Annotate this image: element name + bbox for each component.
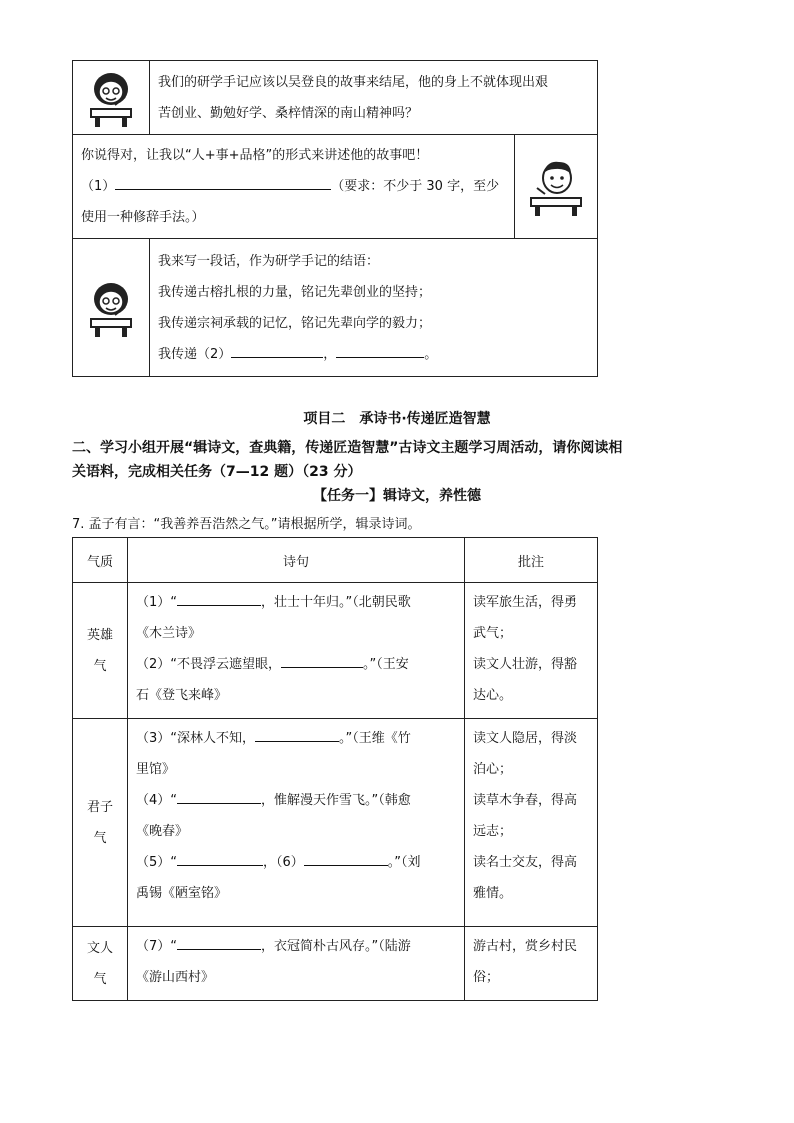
poem-text: （3）“深林人不知， — [136, 731, 256, 746]
text-line-with-blanks — [158, 339, 596, 370]
heading-line: 关语料，完成相关任务（7—12 题）（23 分） — [72, 464, 362, 480]
note-text: 达心。 — [473, 688, 513, 703]
text-line: 苦创业、勤勉好学、桑梓情深的南山精神吗？ — [158, 105, 419, 121]
poem-text: （5）“ — [136, 855, 178, 870]
table-header-row — [73, 538, 598, 583]
poem-line — [136, 785, 458, 816]
boy-avatar-icon — [525, 156, 587, 218]
poem-source: 《木兰诗》 — [136, 626, 202, 641]
note-text: 武气； — [473, 626, 513, 641]
comma: ， — [323, 346, 337, 362]
note-text: 读名士交友，得高 — [473, 855, 578, 870]
note-cell — [465, 927, 598, 1001]
dialog-table-row2 — [72, 134, 598, 239]
requirement-text: （要求：不少于 30 字，至少 — [331, 179, 500, 194]
dialog-row2-text — [73, 135, 515, 239]
answer-blank-p4[interactable] — [177, 789, 261, 804]
note-cell — [465, 583, 598, 719]
note-text: 读草木争春，得高 — [473, 793, 578, 808]
answer-blank-2b[interactable] — [336, 343, 424, 358]
answer-blank-1[interactable] — [115, 175, 331, 190]
dialog-row3-text — [150, 239, 598, 377]
blank-label: 我传递（2） — [158, 346, 232, 362]
note-text: 俗； — [473, 970, 500, 985]
quality-text: 英雄 — [86, 627, 113, 643]
answer-blank-p7[interactable] — [177, 935, 261, 950]
text-line: 你说得对，让我以“人+事+品格”的形式来讲述他的故事吧！ — [81, 148, 429, 163]
table-row — [73, 583, 598, 719]
poem-text: ，壮士十年归。”（北朝民歌 — [261, 595, 411, 610]
header-poem: 诗句 — [128, 538, 465, 583]
poem-text: 。”（王安 — [363, 657, 409, 672]
poem-source: 禹锡《陋室铭》 — [136, 886, 228, 901]
task-title: 【任务一】辑诗文，养性德 — [313, 488, 481, 504]
dialog-row1-text — [150, 61, 598, 135]
poem-line — [136, 587, 458, 618]
quality-cell — [73, 927, 128, 1001]
poem-source: 石《登飞来峰》 — [136, 688, 228, 703]
answer-blank-p1[interactable] — [177, 591, 261, 606]
poem-line — [136, 847, 458, 878]
poem-table — [72, 537, 598, 1001]
blank-label: （1） — [81, 179, 116, 194]
quality-text: 气 — [93, 830, 107, 846]
poem-cell — [128, 583, 465, 719]
quality-cell — [73, 583, 128, 719]
poem-source: 里馆》 — [136, 762, 176, 777]
poem-text: （2）“不畏浮云遮望眼， — [136, 657, 282, 672]
quality-text: 气 — [93, 971, 107, 987]
girl-avatar-icon — [81, 277, 141, 339]
poem-text: ，（6） — [263, 855, 304, 870]
quality-cell — [73, 719, 128, 927]
poem-text: （4）“ — [136, 793, 178, 808]
poem-text: ，衣冠简朴古风存。”（陆游 — [261, 939, 411, 954]
table-row — [73, 927, 598, 1001]
header-quality: 气质 — [73, 538, 128, 583]
poem-line — [136, 723, 458, 754]
poem-source: 《游山西村》 — [136, 970, 215, 985]
project-title: 项目二 承诗书·传递匠造智慧 — [303, 411, 491, 427]
text-line: 使用一种修辞手法。） — [81, 210, 205, 225]
quality-text: 气 — [93, 658, 107, 674]
poem-line — [136, 931, 458, 962]
heading-line: 二、学习小组开展“辑诗文，查典籍，传递匠造智慧”古诗文主题学习周活动，请你阅读相 — [72, 440, 623, 456]
answer-blank-2a[interactable] — [231, 343, 323, 358]
text-line-with-blank — [81, 171, 513, 202]
text-line: 我来写一段话，作为研学手记的结语： — [158, 253, 380, 269]
dialog-table — [72, 60, 598, 135]
answer-blank-p6[interactable] — [304, 851, 388, 866]
poem-text: ，惟解漫天作雪飞。”（韩愈 — [261, 793, 411, 808]
dialog-table-row3 — [72, 238, 598, 377]
text-line: 我传递古榕扎根的力量，铭记先辈创业的坚持； — [158, 284, 432, 300]
poem-line — [136, 649, 458, 680]
text-line: 我们的研学手记应该以吴登良的故事来结尾，他的身上不就体现出艰 — [158, 74, 549, 90]
avatar-cell — [515, 135, 598, 239]
avatar-cell — [73, 61, 150, 135]
avatar-cell — [73, 239, 150, 377]
poem-text: （1）“ — [136, 595, 178, 610]
poem-cell — [128, 927, 465, 1001]
text-line: 我传递宗祠承载的记忆，铭记先辈向学的毅力； — [158, 315, 432, 331]
note-text: 雅情。 — [473, 886, 513, 901]
poem-source: 《晚春》 — [136, 824, 189, 839]
period: 。 — [424, 346, 438, 362]
section-heading — [72, 436, 732, 484]
note-text: 远志； — [473, 824, 513, 839]
answer-blank-p5[interactable] — [177, 851, 263, 866]
note-text: 读文人隐居，得淡 — [473, 731, 578, 746]
note-text: 读文人壮游，得豁 — [473, 657, 578, 672]
quality-text: 君子 — [86, 799, 113, 815]
poem-cell — [128, 719, 465, 927]
table-row — [73, 719, 598, 927]
answer-blank-p2[interactable] — [281, 653, 363, 668]
answer-blank-p3[interactable] — [255, 727, 339, 742]
girl-avatar-icon — [81, 67, 141, 129]
poem-text: 。”（王维《竹 — [339, 731, 411, 746]
note-text: 游古村，赏乡村民 — [473, 939, 578, 954]
quality-text: 文人 — [86, 940, 113, 956]
poem-text: （7）“ — [136, 939, 178, 954]
note-text: 读军旅生活，得勇 — [473, 595, 578, 610]
note-cell — [465, 719, 598, 927]
question-7: 7. 孟子有言：“我善养吾浩然之气。”请根据所学，辑录诗词。 — [72, 517, 421, 532]
poem-text: 。”（刘 — [387, 855, 421, 870]
note-text: 泊心； — [473, 762, 513, 777]
header-note: 批注 — [465, 538, 598, 583]
